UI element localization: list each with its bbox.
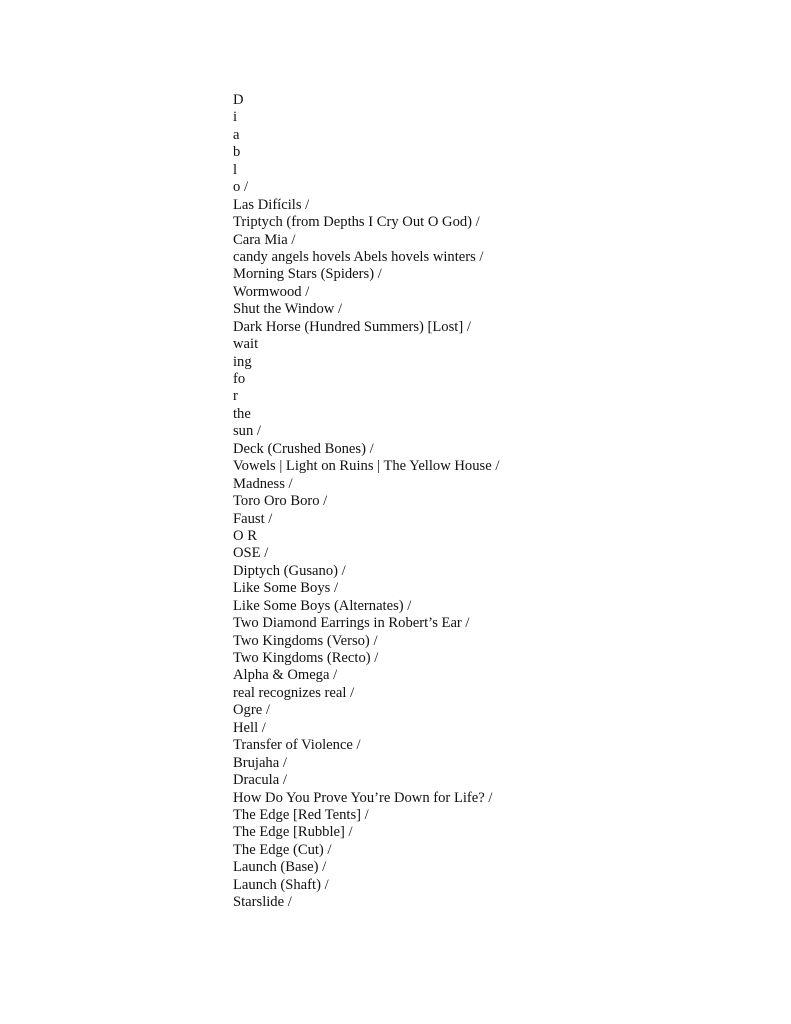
poem-line: OSE / [233, 545, 269, 562]
poem-line: D [233, 92, 244, 108]
poem-line: How Do You Prove You’re Down for Life? / [233, 789, 493, 806]
poem-line: i [233, 109, 238, 126]
poem-line: sun / [233, 423, 261, 440]
poem-line: Wormwood / [233, 283, 310, 300]
poem-line: the [233, 405, 251, 422]
poem-line: Shut the Window / [233, 301, 343, 318]
poem-line: O R [233, 527, 257, 544]
poem-line: Brujaha / [233, 754, 287, 771]
poem-line: a [233, 126, 240, 143]
poem-line: Madness / [233, 475, 293, 492]
poem-line: Cara Mia / [233, 231, 296, 248]
poem-line: ing [233, 353, 252, 370]
poem-line: Morning Stars (Spiders) / [233, 266, 382, 283]
poem-line: b [233, 144, 241, 161]
poem-line: The Edge (Cut) / [233, 841, 332, 858]
poem-line: Like Some Boys / [233, 580, 338, 597]
poem-line: Two Kingdoms (Verso) / [233, 632, 378, 649]
poem-line: Starslide / [233, 894, 292, 911]
poem-line: The Edge [Red Tents] / [233, 806, 369, 823]
poem-line: Launch (Base) / [233, 859, 327, 876]
poem-line: candy angels hovels Abels hovels winters / [233, 248, 484, 265]
poem-line: fo [233, 371, 246, 387]
poem-line: Las Difícils / [233, 196, 310, 213]
poem-line: Triptych (from Depths I Cry Out O God) / [233, 214, 480, 231]
poem-text [233, 92, 499, 912]
poem-line: Like Some Boys (Alternates) / [233, 597, 412, 614]
poem-line: Two Kingdoms (Recto) / [233, 650, 379, 666]
poem-line: Vowels | Light on Ruins | The Yellow House / [233, 458, 500, 475]
poem-line: Faust / [233, 510, 273, 527]
poem-line: Dracula / [233, 772, 287, 789]
poem-line: Ogre / [233, 702, 270, 719]
poem-line: Deck (Crushed Bones) / [233, 440, 374, 457]
poem-line: Launch (Shaft) / [233, 876, 329, 893]
poem-line: real recognizes real / [233, 684, 355, 701]
poem-line: wait [233, 336, 259, 353]
poem-line: The Edge [Rubble] / [233, 824, 353, 841]
poem-line: Dark Horse (Hundred Summers) [Lost] / [233, 318, 471, 335]
poem-line: Alpha & Omega / [233, 667, 338, 684]
poem-line: Two Diamond Earrings in Robert’s Ear / [233, 615, 470, 632]
poem-line: Transfer of Violence / [233, 737, 361, 754]
poem-line: r [233, 388, 238, 405]
poem-line: Toro Oro Boro / [233, 493, 328, 510]
poem-line: o / [233, 179, 248, 196]
poem-line: Hell / [233, 719, 266, 736]
poem-line: Diptych (Gusano) / [233, 562, 346, 579]
poem-line: l [233, 161, 238, 178]
